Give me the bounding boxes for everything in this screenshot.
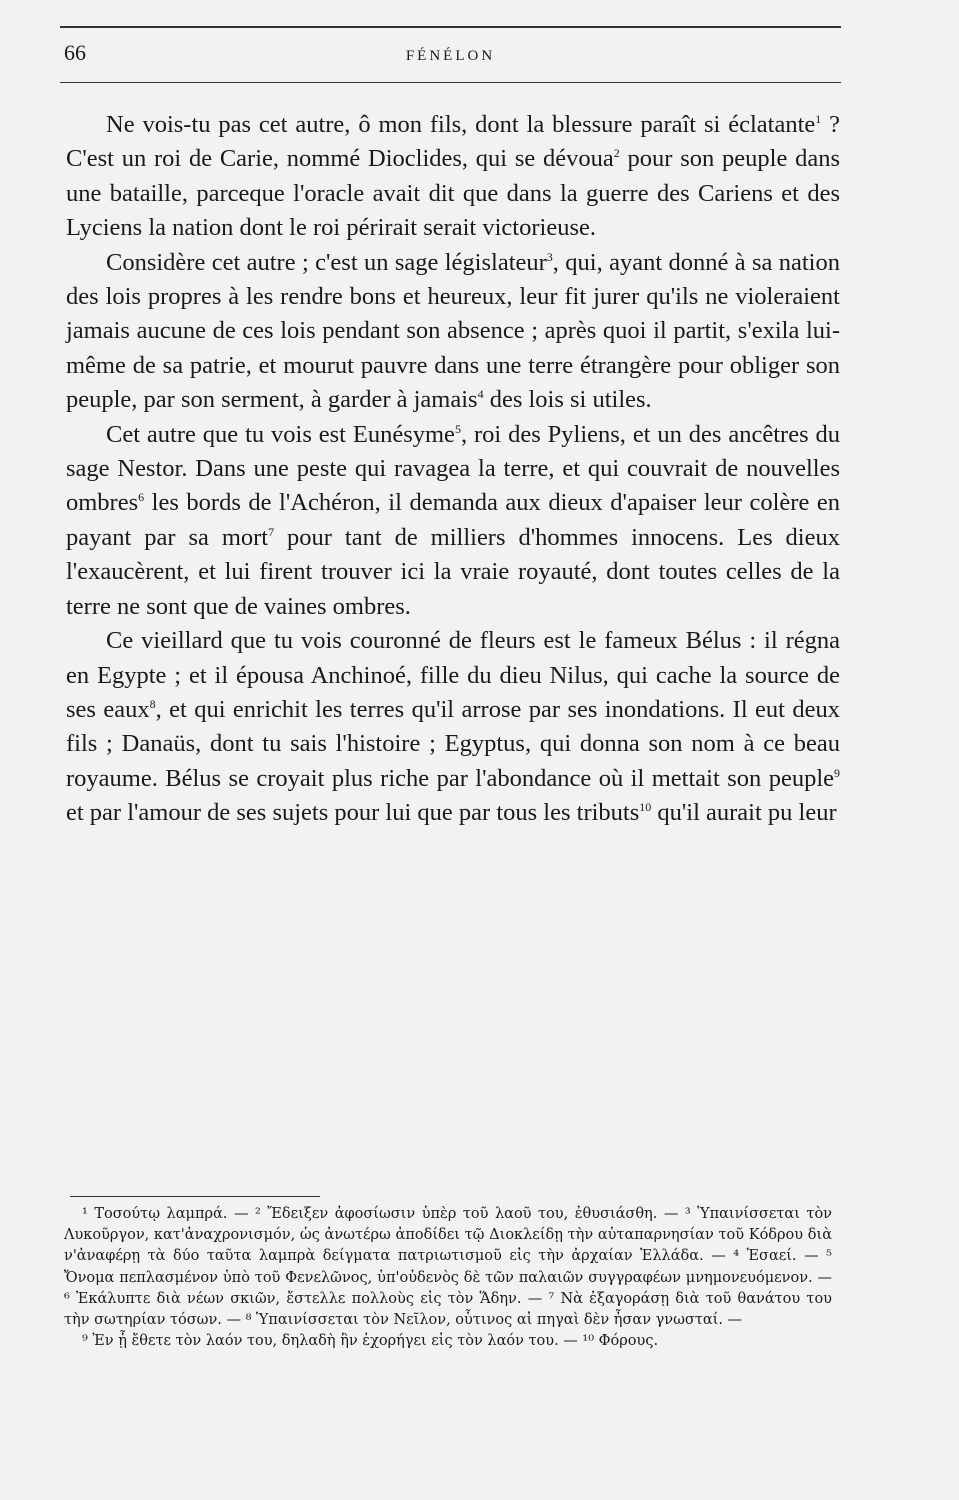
top-rule	[60, 26, 841, 28]
paragraph-eunesyme	[66, 418, 840, 624]
text-segment: des lois si utiles.	[483, 386, 652, 414]
paragraph-belus	[66, 624, 840, 830]
text-segment: , roi des Pyliens, et un des ancêtres du sage Nestor. Dans une peste qui ravagea la terre, et qui couvrait de nouvelles ombres	[66, 420, 841, 517]
footnote-ref: 1	[815, 111, 822, 126]
text-segment: Cet autre que tu vois est Eunésyme	[106, 420, 455, 448]
text-segment: Ne vois-tu pas cet autre, ô mon fils, dont la blessure paraît si éclatante	[106, 111, 816, 138]
header-rule	[60, 82, 841, 83]
text-segment: ? C'est un roi de Carie, nommé Dioclides, qui se dévoua	[66, 111, 841, 173]
running-title: FÉNÉLON	[405, 48, 496, 64]
paragraph-legislateur	[66, 246, 840, 418]
page-number: 66	[64, 40, 86, 65]
footnote-ref: 2	[613, 146, 620, 161]
text-segment: les bords de l'Achéron, il demanda aux dieux d'apaiser leur colère en payant par sa mort	[66, 489, 840, 551]
text-segment: Ce vieillard que tu vois couronné de fleurs est le fameux Bélus : il régna en Egypte ; et il épousa Anchinoé, fille du dieu Nilus, qui cache la source de ses eaux	[66, 627, 840, 723]
text-segment: Considère cet autre ; c'est un sage législateur	[106, 248, 547, 276]
main-text	[66, 108, 840, 831]
footnote-ref: 9	[834, 765, 840, 780]
text-segment: qu'il aurait pu leur	[651, 799, 837, 827]
footnote-block: ⁹ Ἐν ᾗ ἔθετε τὸν λαόν του, δηλαδὴ ἣν ἐχορήγει εἰς τὸν λαόν του. — ¹⁰ Φόρους.	[82, 1333, 659, 1350]
footnote-ref: 8	[149, 696, 156, 711]
footnote-rule	[70, 1196, 320, 1197]
footnote-block: ¹ Τοσούτῳ λαμπρά. — ² Ἔδειξεν ἀφοσίωσιν ὑπὲρ τοῦ λαοῦ του, ἐθυσιάσθη. — ³ Ὑπαινίσσεται τὸν Λυκοῦργον, κατ'ἀναχρονισμόν, ὡς ἀνωτέρω ἀποδίδει τῷ Διοκλείδῃ τὴν αὐταπαρνησίαν τοῦ Κόδρου διὰ ν'ἀναφέρῃ τὰ δύο ταῦτα λαμπρὰ δείγματα πατριωτισμοῦ εἰς τὴν ἀρχαίαν Ἑλλάδα. — ⁴ Ἐσαεί. — ⁵ Ὄνομα πεπλασμένον ὑπὸ τοῦ Φενελῶνος, ὑπ'οὐδενὸς δὲ τῶν παλαιῶν συγγραφέων μνημονευόμενον. — ⁶ Ἐκάλυπτε διὰ νέων σκιῶν, ἔστελλε πολλοὺς εἰς τὸν Ἅδην. — ⁷ Νὰ ἐξαγοράσῃ διὰ τοῦ θανάτου του τὴν σωτηρίαν τόσων. — ⁸ Ὑπαινίσσεται τὸν Νεῖλον, οὗτινος αἱ πηγαὶ δὲν ἦσαν γνωσταί. —	[64, 1206, 832, 1329]
text-segment: , qui, ayant donné à sa nation des lois propres à les rendre bons et heureux, leur fit jurer qu'ils ne violeraient jamais aucune de ces lois pendant son absence ; après quoi il partit, s'exila lui-même de sa patrie, et mourut pauvre dans une terre étrangère pour obliger son peuple, par son serment, à garder à jamais	[66, 248, 840, 414]
footnote-ref: 3	[546, 249, 553, 264]
text-segment: , et qui enrichit les terres qu'il arrose par ses inondations. Il eut deux fils ; Danaüs, dont tu sais l'histoire ; Egyptus, qui donna son nom à ce beau royaume. Bélus se croyait plus riche par l'abondance où il mettait son peuple	[66, 695, 840, 792]
text-segment: pour tant de milliers d'hommes innocens. Les dieux l'exaucèrent, et lui firent trouver ici la vraie royauté, dont toutes celles de la terre ne sont que de vaines ombres.	[66, 523, 840, 620]
text-segment: pour son peuple dans une bataille, parceque l'oracle avait dit que dans la guerre des Cariens et des Lyciens la nation dont le roi périrait serait victorieuse.	[66, 145, 840, 242]
page-header	[60, 40, 841, 78]
footnote-ref: 4	[477, 387, 484, 402]
footnote-ref: 6	[138, 490, 145, 505]
text-segment: et par l'amour de ses sujets pour lui que par tous les tributs	[66, 799, 640, 827]
footnotes	[64, 1204, 832, 1352]
footnote-ref: 10	[639, 799, 652, 814]
footnote-ref: 5	[454, 421, 461, 436]
footnote-ref: 7	[268, 524, 275, 539]
paragraph-dioclides	[66, 108, 840, 246]
